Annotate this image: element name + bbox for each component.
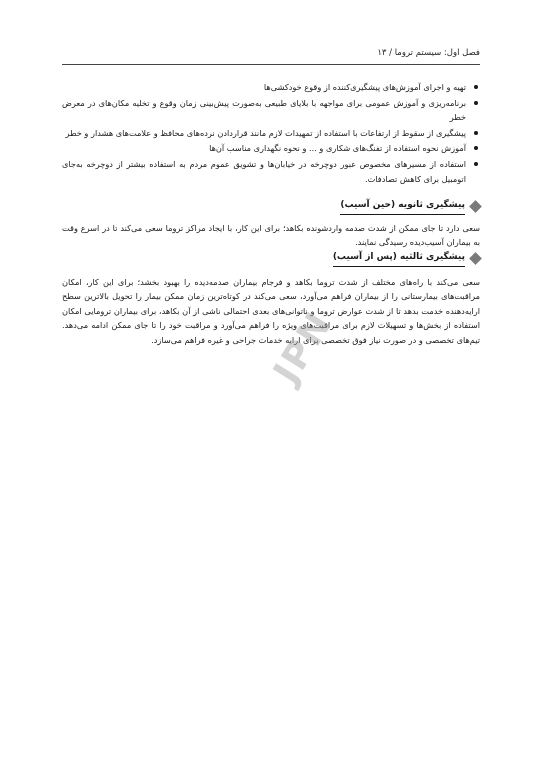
running-header <box>62 46 480 60</box>
tertiary-prevention-paragraph: سعی می‌کند با راه‌های مختلف از شدت تروما بکاهد و فرجام بیماران صدمه‌دیده را بهبود بخشد؛ برای این کار، امکان مراقبت‌های بیمارستانی را از بیماران فراهم می‌آورد، سعی می‌کند در کوتاه‌ترین زمان ممکن بیمار را تحویل بالاترین سطح ارایه‌دهنده خدمت بدهد تا از شدت عوارض تروما و ناتوانی‌های بعدی احتمالی ناشی از آن بکاهد، برای بیماران ترومایی امکان استفاده از بخش‌ها و تسهیلات لازم برای مراقبت‌های ویژه را فراهم می‌آورد و مراقبت خود را تا جای ممکن ادامه می‌دهد. تیم‌های تخصصی و در صورت نیاز فوق تخصصی برای ارایه خدمات جراحی و غیره فراهم می‌سازد. <box>62 276 480 345</box>
page-body <box>62 80 480 348</box>
bullet-item: پیشگیری از سقوط از ارتفاعات با استفاده از تمهیدات لازم مانند قراردادن نرده‌های محافظ و علامت‌های هشدار و خطر <box>62 126 466 141</box>
bullet-item: آموزش نحوه استفاده از تفنگ‌های شکاری و ... و نحوه نگهداری مناسب آن‌ها <box>62 141 466 156</box>
diamond-bullet-icon <box>469 252 482 265</box>
bullet-item: تهیه و اجرای آموزش‌های پیشگیری‌کننده از وقوع خودکشی‌ها <box>62 80 466 95</box>
prevention-bullet-list <box>62 80 480 186</box>
section-title: پیشگیری ثانویه (حین آسیب) <box>340 198 465 215</box>
tertiary-prevention-heading <box>62 250 480 267</box>
bullet-item: استفاده از مسیرهای مخصوص عبور دوچرخه در خیابان‌ها و تشویق عموم مردم به استفاده بیشتر از دوچرخه به‌جای اتومبیل برای کاهش تصادفات. <box>62 157 466 186</box>
secondary-prevention-paragraph: سعی دارد تا جای ممکن از شدت صدمه واردشونده بکاهد؛ برای این کار، با ایجاد مراکز تروما سعی می‌کند تا در اسرع وقت به بیماران آسیب‌دیده رسیدگی نمایند. <box>62 222 480 248</box>
header-divider <box>62 64 480 65</box>
secondary-prevention-heading <box>62 198 480 215</box>
section-title: پیشگیری ثالثیه (پس از آسیب) <box>333 250 465 267</box>
diamond-bullet-icon <box>469 200 482 213</box>
bullet-item: برنامه‌ریزی و آموزش عمومی برای مواجهه با بلایای طبیعی به‌صورت پیش‌بینی زمان وقوع و تخلیه مکان‌های در معرض خطر <box>62 96 466 125</box>
chapter-label: فصل اول: سیستم تروما / ۱۳ <box>377 48 480 58</box>
watermark: JPN <box>265 304 341 391</box>
